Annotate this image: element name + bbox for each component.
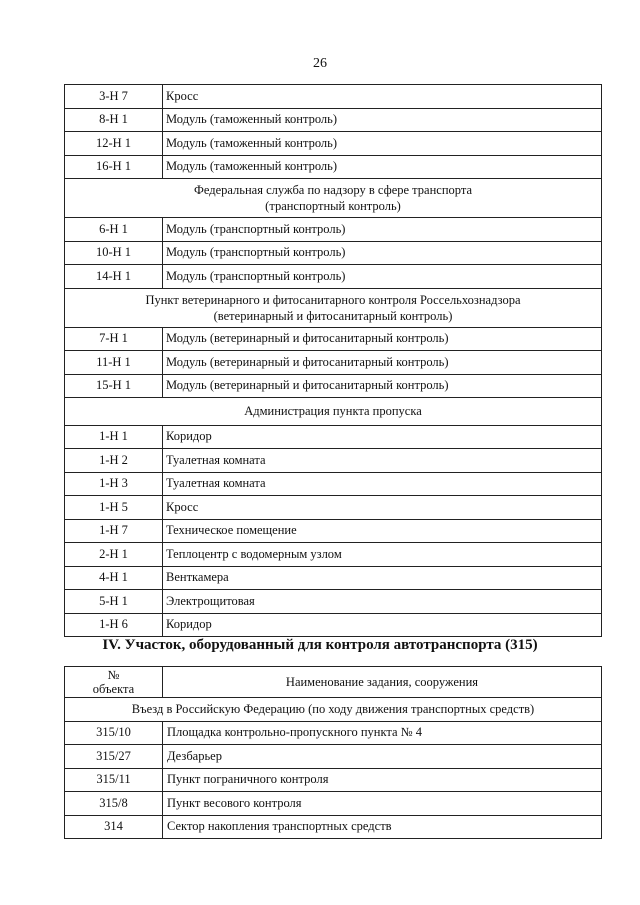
room-code-cell: 3-Н 7 [65, 85, 163, 109]
section-line1: Федеральная служба по надзору в сфере транспорта [193, 183, 473, 197]
room-code-cell: 1-Н 3 [65, 472, 163, 496]
room-name-cell: Модуль (ветеринарный и фитосанитарный контроль) [163, 374, 602, 398]
object-name-cell: Сектор накопления транспортных средств [163, 815, 602, 839]
object-code-cell: 314 [65, 815, 163, 839]
room-code-cell: 1-Н 1 [65, 425, 163, 449]
room-code-cell: 8-Н 1 [65, 108, 163, 132]
room-code-cell: 6-Н 1 [65, 218, 163, 242]
object-name-cell: Пункт весового контроля [163, 792, 602, 816]
table-header-row [65, 667, 602, 698]
room-name-cell: Модуль (ветеринарный и фитосанитарный контроль) [163, 327, 602, 351]
column-header-code [65, 667, 163, 698]
subheader-cell: Въезд в Российскую Федерацию (по ходу движения транспортных средств) [65, 698, 602, 722]
room-name-cell: Электрощитовая [163, 590, 602, 614]
section-line1: Администрация пункта пропуска [244, 404, 422, 419]
rooms-table [64, 84, 602, 637]
room-name-cell: Коридор [163, 613, 602, 637]
table-row [65, 351, 602, 375]
room-name-cell: Модуль (таможенный контроль) [163, 132, 602, 156]
table-row [65, 85, 602, 109]
table-row [65, 543, 602, 567]
room-name-cell: Кросс [163, 496, 602, 520]
table-row [65, 449, 602, 473]
room-code-cell: 11-Н 1 [65, 351, 163, 375]
section-line2: (ветеринарный и фитосанитарный контроль) [213, 308, 453, 323]
table-row [65, 108, 602, 132]
section-heading: IV. Участок, оборудованный для контроля автотранспорта (315) [102, 637, 538, 653]
table-row [65, 566, 602, 590]
table-row [65, 327, 602, 351]
room-code-cell: 14-Н 1 [65, 265, 163, 289]
room-name-cell: Кросс [163, 85, 602, 109]
object-name-cell: Площадка контрольно-пропускного пункта № 4 [163, 721, 602, 745]
room-name-cell: Техническое помещение [163, 519, 602, 543]
room-code-cell: 2-Н 1 [65, 543, 163, 567]
table-row [65, 745, 602, 769]
room-code-cell: 12-Н 1 [65, 132, 163, 156]
table-row [65, 815, 602, 839]
section-cell [65, 398, 602, 426]
room-name-cell: Модуль (транспортный контроль) [163, 218, 602, 242]
table-row [65, 768, 602, 792]
room-code-cell: 4-Н 1 [65, 566, 163, 590]
room-name-cell: Модуль (транспортный контроль) [163, 241, 602, 265]
room-code-cell: 10-Н 1 [65, 241, 163, 265]
table-row [65, 792, 602, 816]
room-code-cell: 1-Н 7 [65, 519, 163, 543]
page-number: 26 [313, 56, 327, 71]
table-row [65, 155, 602, 179]
room-name-cell: Модуль (таможенный контроль) [163, 108, 602, 132]
table-row [65, 472, 602, 496]
section-line2: (транспортный контроль) [265, 199, 401, 213]
section-row [65, 398, 602, 426]
section-cell [65, 179, 602, 218]
column-header-name: Наименование задания, сооружения [163, 667, 602, 698]
table-row [65, 721, 602, 745]
table-row [65, 218, 602, 242]
structures-table [64, 666, 602, 839]
room-name-cell: Модуль (таможенный контроль) [163, 155, 602, 179]
table-row [65, 519, 602, 543]
room-code-cell: 1-Н 2 [65, 449, 163, 473]
section-cell [65, 288, 602, 327]
object-name-cell: Пункт пограничного контроля [163, 768, 602, 792]
room-code-cell: 16-Н 1 [65, 155, 163, 179]
table-row [65, 496, 602, 520]
table-row [65, 590, 602, 614]
room-name-cell: Модуль (транспортный контроль) [163, 265, 602, 289]
table-row [65, 425, 602, 449]
section-line1: Пункт ветеринарного и фитосанитарного контроля Россельхознадзора [145, 292, 521, 307]
table-row [65, 241, 602, 265]
column-header-code-line1: № [107, 668, 120, 682]
table-row [65, 132, 602, 156]
room-code-cell: 7-Н 1 [65, 327, 163, 351]
section-row [65, 288, 602, 327]
table-row [65, 374, 602, 398]
subheader-row [65, 698, 602, 722]
room-name-cell: Туалетная комната [163, 449, 602, 473]
table-row [65, 265, 602, 289]
object-name-cell: Дезбарьер [163, 745, 602, 769]
section-row [65, 179, 602, 218]
object-code-cell: 315/8 [65, 792, 163, 816]
room-name-cell: Модуль (ветеринарный и фитосанитарный контроль) [163, 351, 602, 375]
room-code-cell: 1-Н 6 [65, 613, 163, 637]
column-header-code-line2: объекта [92, 682, 135, 696]
room-name-cell: Теплоцентр с водомерным узлом [163, 543, 602, 567]
room-code-cell: 5-Н 1 [65, 590, 163, 614]
room-name-cell: Венткамера [163, 566, 602, 590]
object-code-cell: 315/27 [65, 745, 163, 769]
object-code-cell: 315/10 [65, 721, 163, 745]
table-row [65, 613, 602, 637]
room-name-cell: Коридор [163, 425, 602, 449]
room-code-cell: 15-Н 1 [65, 374, 163, 398]
room-name-cell: Туалетная комната [163, 472, 602, 496]
object-code-cell: 315/11 [65, 768, 163, 792]
room-code-cell: 1-Н 5 [65, 496, 163, 520]
